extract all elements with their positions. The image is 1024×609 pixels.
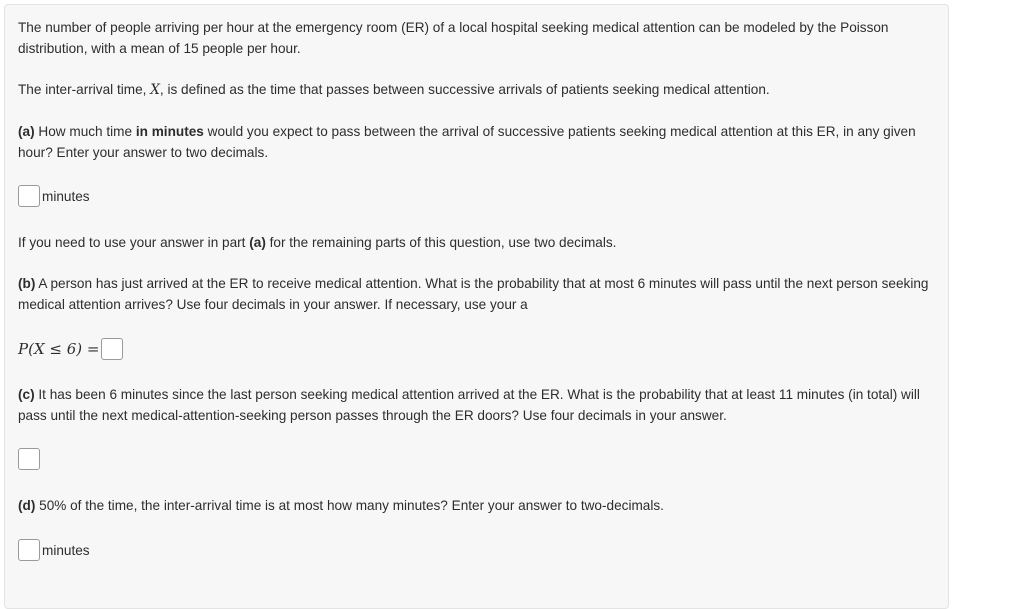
variable-x: X — [150, 82, 160, 98]
part-a-text-start: How much time — [34, 124, 136, 139]
note-before: If you need to use your answer in part — [18, 235, 250, 250]
part-c-answer-row — [18, 448, 40, 470]
part-d-label: (d) — [18, 498, 36, 513]
definition-before: The inter-arrival time, — [18, 82, 151, 97]
part-a-label: (a) — [18, 124, 35, 139]
part-a-text-end: would you expect to pass between the arrival of successive patients seeking medical attention at this ER, in any given hour? Enter your answer to two decimals. — [18, 124, 916, 160]
part-d-question — [18, 495, 943, 516]
probability-expression: P(X ≤ 6) = — [18, 340, 100, 358]
intro-line: The number of people arriving per hour at the emergency room (ER) of a local hospital seeking medical attention can be modeled by the Poisson distribution, with a mean of 15 people per hour. — [18, 20, 889, 56]
part-b-answer-row — [18, 338, 123, 360]
part-b-question — [18, 273, 943, 315]
part-a-unit: minutes — [42, 188, 90, 204]
part-d-text: 50% of the time, the inter-arrival time is at most how many minutes? Enter your answer to two-decimals. — [35, 498, 664, 513]
part-c-answer-input[interactable] — [18, 448, 40, 470]
note-after: for the remaining parts of this question, use two decimals. — [265, 235, 617, 250]
part-a-answer-row — [18, 185, 90, 207]
part-c-question — [18, 384, 943, 426]
question-card — [4, 4, 949, 609]
part-c-text: It has been 6 minutes since the last person seeking medical attention arrived at the ER. What is the probability that at least 11 minutes (in total) will pass until the next medical-attention-seeking person passes through the ER doors? Use four decimals in your answer. — [18, 387, 920, 423]
intro-text — [18, 17, 943, 59]
part-c-label: (c) — [18, 387, 35, 402]
part-d-answer-input[interactable] — [18, 539, 40, 561]
part-a-question — [18, 121, 943, 163]
part-d-answer-row — [18, 539, 90, 561]
note-bold: (a) — [249, 235, 266, 250]
part-b-text: A person has just arrived at the ER to receive medical attention. What is the probability that at most 6 minutes will pass until the next person seeking medical attention arrives? Use four decimals in your answer. If necessary, use your a — [18, 276, 929, 312]
note-text — [18, 232, 943, 253]
part-b-label: (b) — [18, 276, 36, 291]
definition-text — [18, 79, 943, 101]
part-d-unit: minutes — [42, 542, 90, 558]
definition-after: , is defined as the time that passes between successive arrivals of patients seeking medical attention. — [159, 82, 770, 97]
part-a-emphasis: in minutes — [135, 124, 204, 139]
part-b-answer-input[interactable] — [101, 338, 123, 360]
part-a-answer-input[interactable] — [18, 185, 40, 207]
